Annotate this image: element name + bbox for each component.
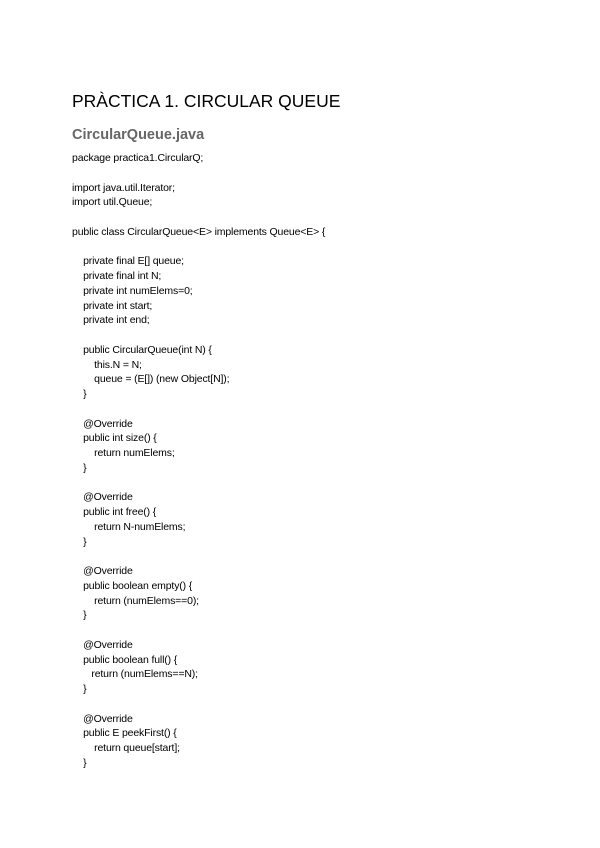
- code-line: [72, 549, 325, 564]
- code-line: @Override: [72, 638, 133, 651]
- code-line: public class CircularQueue<E> implements Queue<E> {: [72, 225, 326, 238]
- code-line: public E peekFirst() {: [72, 727, 177, 740]
- code-line: private int start;: [72, 299, 153, 312]
- code-line: [72, 623, 325, 638]
- code-line: public boolean full() {: [72, 653, 178, 666]
- code-line: @Override: [72, 565, 133, 577]
- code-line: return (numElems==0);: [72, 594, 199, 607]
- code-line: public int size() {: [72, 432, 157, 445]
- code-line: }: [72, 535, 87, 548]
- code-line: private int end;: [72, 314, 150, 327]
- page-title: PRÀCTICA 1. CIRCULAR QUEUE: [72, 91, 341, 111]
- code-line: [72, 402, 325, 417]
- code-line: import util.Queue;: [72, 196, 153, 209]
- code-line: return N-numElems;: [72, 520, 186, 533]
- file-heading: CircularQueue.java: [72, 127, 205, 143]
- code-line: @Override: [72, 491, 133, 504]
- code-line: return (numElems==N);: [72, 668, 198, 681]
- code-line: private final E[] queue;: [72, 255, 184, 268]
- code-line: }: [72, 461, 87, 474]
- code-line: [72, 210, 325, 225]
- code-line: [72, 476, 325, 491]
- code-line: }: [72, 683, 87, 695]
- code-line: [72, 697, 325, 712]
- code-line: [72, 328, 325, 343]
- code-line: @Override: [72, 712, 133, 725]
- code-line: return queue[start];: [72, 742, 180, 754]
- code-line: public int free() {: [72, 506, 157, 518]
- code-line: import java.util.Iterator;: [72, 181, 175, 194]
- code-line: }: [72, 609, 87, 622]
- code-line: [72, 166, 325, 181]
- code-line: public CircularQueue(int N) {: [72, 343, 212, 356]
- code-block: [72, 151, 325, 771]
- code-line: public boolean empty() {: [72, 579, 193, 592]
- code-line: [72, 240, 325, 255]
- code-line: @Override: [72, 417, 133, 430]
- code-line: package practica1.CircularQ;: [72, 152, 204, 164]
- code-line: private int numElems=0;: [72, 284, 193, 297]
- code-line: queue = (E[]) (new Object[N]);: [72, 373, 230, 386]
- code-line: }: [72, 756, 87, 769]
- code-line: this.N = N;: [72, 358, 142, 371]
- code-line: }: [72, 388, 87, 400]
- code-line: private final int N;: [72, 270, 162, 282]
- code-line: return numElems;: [72, 447, 175, 459]
